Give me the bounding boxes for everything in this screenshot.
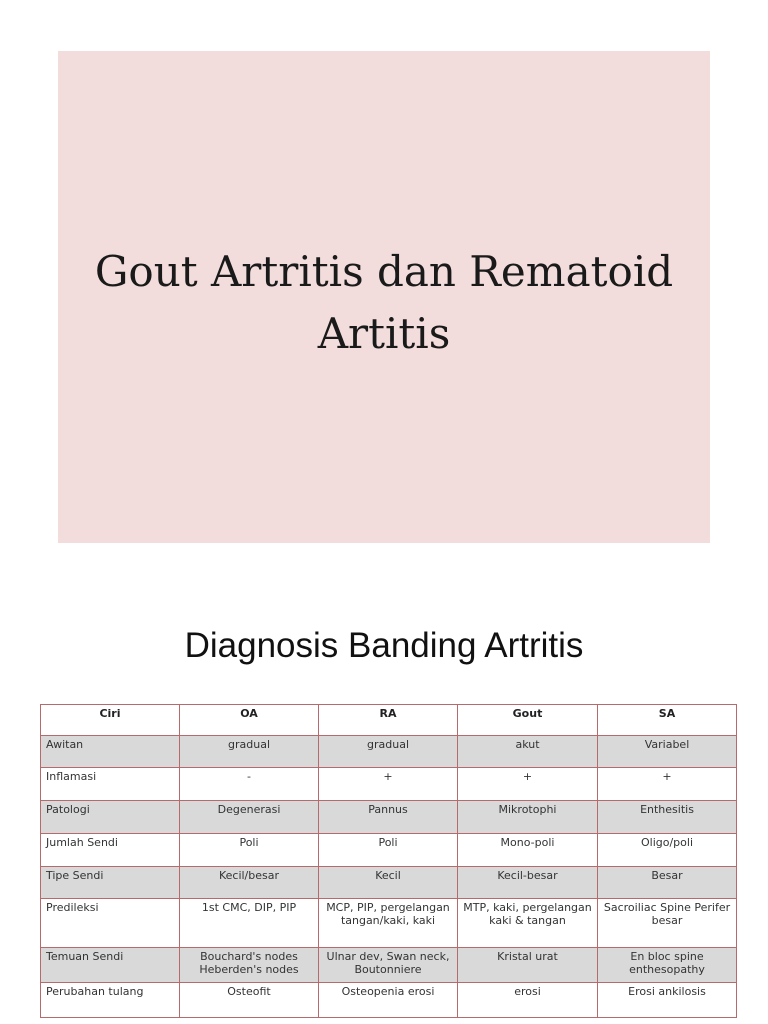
table-cell: Ulnar dev, Swan neck, Boutonniere: [319, 948, 458, 983]
header-cell: OA: [180, 705, 319, 736]
table-cell: +: [319, 768, 458, 801]
table-row: [41, 983, 737, 1018]
row-label: Tipe Sendi: [41, 867, 180, 899]
table-row: [41, 801, 737, 834]
table-cell: Oligo/poli: [598, 834, 737, 867]
table-cell: Kecil-besar: [458, 867, 598, 899]
table-cell: Degenerasi: [180, 801, 319, 834]
table-row: [41, 834, 737, 867]
table-slide-title: Diagnosis Banding Artritis: [184, 626, 584, 665]
table-cell: Besar: [598, 867, 737, 899]
table-cell: Osteopenia erosi: [319, 983, 458, 1018]
header-cell: Ciri: [41, 705, 180, 736]
title-slide: [58, 51, 710, 543]
table-cell: Enthesitis: [598, 801, 737, 834]
table-cell: Erosi ankilosis: [598, 983, 737, 1018]
slide-title-line-1: Gout Artritis dan Rematoid: [94, 247, 674, 296]
table-cell: Variabel: [598, 736, 737, 768]
table-cell: -: [180, 768, 319, 801]
table-cell: erosi: [458, 983, 598, 1018]
row-label: Inflamasi: [41, 768, 180, 801]
row-label: Predileksi: [41, 899, 180, 948]
table-row: [41, 948, 737, 983]
table-row: [41, 899, 737, 948]
table-cell: 1st CMC, DIP, PIP: [180, 899, 319, 948]
table-row: [41, 736, 737, 768]
table-cell: gradual: [180, 736, 319, 768]
slide-title: [58, 241, 710, 365]
slide-title-line-2: Artitis: [317, 309, 451, 358]
row-label: Awitan: [41, 736, 180, 768]
table-cell: Osteofit: [180, 983, 319, 1018]
table-cell: Poli: [319, 834, 458, 867]
row-label: Jumlah Sendi: [41, 834, 180, 867]
table-cell: Kecil/besar: [180, 867, 319, 899]
table-row: [41, 768, 737, 801]
comparison-table: [40, 704, 737, 1018]
header-cell: SA: [598, 705, 737, 736]
table-cell: MTP, kaki, pergelangan kaki & tangan: [458, 899, 598, 948]
table-cell: +: [458, 768, 598, 801]
table-cell: gradual: [319, 736, 458, 768]
table-cell: En bloc spine enthesopathy: [598, 948, 737, 983]
row-label: Patologi: [41, 801, 180, 834]
table-cell: Pannus: [319, 801, 458, 834]
table-cell: Mikrotophi: [458, 801, 598, 834]
table-cell: Sacroiliac Spine Perifer besar: [598, 899, 737, 948]
table-cell: Kristal urat: [458, 948, 598, 983]
table-row: [41, 867, 737, 899]
table-cell: Kecil: [319, 867, 458, 899]
row-label: Temuan Sendi: [41, 948, 180, 983]
table-cell: MCP, PIP, pergelangan tangan/kaki, kaki: [319, 899, 458, 948]
table-cell: akut: [458, 736, 598, 768]
row-label: Perubahan tulang: [41, 983, 180, 1018]
table-cell: Poli: [180, 834, 319, 867]
table-cell: Mono-poli: [458, 834, 598, 867]
table-cell: +: [598, 768, 737, 801]
header-cell: RA: [319, 705, 458, 736]
table-cell: Bouchard's nodes Heberden's nodes: [180, 948, 319, 983]
table-header-row: [41, 705, 737, 736]
header-cell: Gout: [458, 705, 598, 736]
